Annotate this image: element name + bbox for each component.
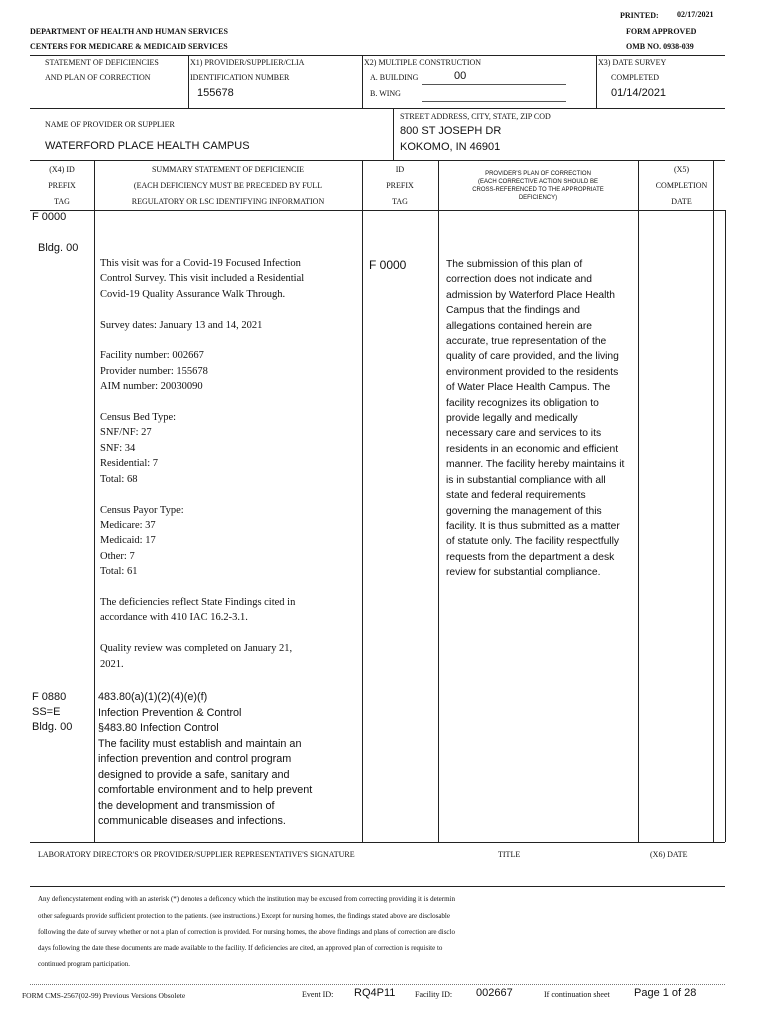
- col-rule-5: [713, 160, 714, 842]
- x3-label-2: COMPLETED: [611, 73, 659, 82]
- rule-signature: [30, 842, 725, 843]
- department-heading: DEPARTMENT OF HEALTH AND HUMAN SERVICES: [30, 27, 228, 36]
- id-header-2: PREFIX: [386, 181, 414, 190]
- provider-label: NAME OF PROVIDER OR SUPPLIER: [45, 120, 175, 129]
- printed-label: PRINTED:: [620, 11, 659, 20]
- centers-heading: CENTERS FOR MEDICARE & MEDICAID SERVICES: [30, 42, 228, 51]
- rule-v4: [393, 108, 394, 160]
- rule-top: [30, 55, 725, 56]
- plan-header-1: PROVIDER'S PLAN OF CORRECTION: [485, 171, 591, 177]
- address-line-2: KOKOMO, IN 46901: [400, 141, 501, 153]
- summary-header-2: (EACH DEFICIENCY MUST BE PRECEDED BY FULL: [133, 181, 323, 190]
- rule-info: [30, 108, 725, 109]
- col-rule-right: [725, 210, 726, 842]
- x4-header-3: TAG: [54, 197, 70, 206]
- rule-footer-dotted: [30, 984, 725, 985]
- continuation-label: If continuation sheet: [544, 990, 610, 999]
- col-rule-3: [438, 160, 439, 842]
- plan-header-4: DEFICIENCY): [518, 195, 558, 201]
- bldg-f0000: Bldg. 00: [38, 242, 79, 254]
- x5-header-3: DATE: [671, 197, 692, 206]
- address-line-1: 800 ST JOSEPH DR: [400, 125, 502, 137]
- disclaimer-line-4: days following the date these documents are made available to the facility. If deficiencies are cited, an approved plan of correction is requisite to: [38, 944, 443, 952]
- x3-value: 01/14/2021: [611, 87, 667, 99]
- rule-v2: [362, 55, 363, 108]
- plan-of-correction-f0000: The submission of this plan of correction does not indicate and admission by Waterford Place Health Campus that the findings and allegations contained herein are accurate, true representation of the quality of care provided, and the living environment provided to the residents of Water Place Health Campus. The facility recognizes its obligation to provide legally and medically necessary care and services to its residents in an economic and efficient manner. The facility hereby maintains it is in substantial compliance with all state and federal requirements governing the management of this facility. It is thus submitted as a matter of statute only. The facility respectfully requests from the department a desk review for substantial compliance.: [446, 259, 625, 579]
- facility-id-label: Facility ID:: [415, 990, 453, 999]
- x1-label-1: X1) PROVIDER/SUPPLIER/CLIA: [190, 58, 305, 67]
- rule-v3: [596, 55, 597, 108]
- event-id-value: RQ4P11: [354, 987, 396, 999]
- rule-columns: [30, 210, 725, 211]
- summary-f0880: 483.80(a)(1)(2)(4)(e)(f) Infection Prevention & Control §483.80 Infection Control The facility must establish and maintain an infection prevention and control program designed to provide a safe, sanitary and comfortable environment and to help prevent the development and transmission of communicable diseases and infections.: [98, 691, 313, 827]
- summary-header-1: SUMMARY STATEMENT OF DEFICIENCIE: [151, 165, 305, 174]
- rule-provider: [30, 160, 725, 161]
- printed-date: 02/17/2021: [677, 10, 714, 19]
- building-value: 00: [454, 70, 467, 82]
- event-id-label: Event ID:: [302, 990, 334, 999]
- building-underline: [422, 84, 566, 85]
- id-tag-f0000: F 0000: [369, 258, 407, 272]
- title-label: TITLE: [498, 850, 521, 859]
- tag-f0000: F 0000: [32, 211, 67, 223]
- statement-label-1: STATEMENT OF DEFICIENCIES: [45, 58, 159, 67]
- x4-header-2: PREFIX: [48, 181, 76, 190]
- summary-header-3: REGULATORY OR LSC IDENTIFYING INFORMATION: [131, 197, 325, 206]
- x1-value: 155678: [197, 87, 234, 99]
- page-number: Page 1 of 28: [634, 987, 697, 999]
- x3-label-1: X3) DATE SURVEY: [598, 58, 667, 67]
- col-rule-1: [94, 160, 95, 842]
- form-number: FORM CMS-2567(02-99) Previous Versions Obsolete: [22, 991, 186, 1000]
- x1-label-2: IDENTIFICATION NUMBER: [190, 73, 290, 82]
- x4-header-1: (X4) ID: [49, 165, 75, 174]
- disclaimer-line-3: following the date of survey whether or not a plan of correction is provided. For nursing homes, the above findings and plans of correction are disclo: [38, 928, 455, 936]
- x2-label: X2) MULTIPLE CONSTRUCTION: [364, 58, 482, 67]
- wing-label: B. WING: [370, 89, 401, 98]
- form-approved: FORM APPROVED: [626, 27, 697, 36]
- rule-v1: [188, 55, 189, 108]
- disclaimer-line-2: other safeguards provide sufficient protection to the patients. (see instructions.) Except for nursing homes, the findings stated above are disclosable: [38, 912, 450, 920]
- tag-f0880: F 0880 SS=E Bldg. 00: [32, 691, 73, 733]
- x5-header-2: COMPLETION: [655, 181, 708, 190]
- id-header-3: TAG: [392, 197, 408, 206]
- statement-label-2: AND PLAN OF CORRECTION: [45, 73, 151, 82]
- wing-underline: [422, 101, 566, 102]
- omb-number: OMB NO. 0938-039: [626, 42, 694, 51]
- facility-id-value: 002667: [476, 987, 513, 999]
- provider-name: WATERFORD PLACE HEALTH CAMPUS: [45, 140, 250, 152]
- col-rule-4: [638, 160, 639, 842]
- x6-date-label: (X6) DATE: [650, 850, 688, 859]
- disclaimer-line-1: Any defiencystatement ending with an asterisk (*) denotes a deficency which the institution may be excused from correcting providing it is determin: [38, 895, 455, 903]
- col-rule-2: [362, 160, 363, 842]
- summary-f0000: This visit was for a Covid-19 Focused Infection Control Survey. This visit included a Residential Covid-19 Quality Assurance Walk Through. Survey dates: January 13 and 14, 2021 Facility number: 002667 Provider number: 155678 AIM number: 20030090 Census Bed Type: SNF/NF: 27 SNF: 34 Residential: 7 Total: 68 Census Payor Type: Medicare: 37 Medicaid: 17 Other: 7 Total: 61 The deficiencies reflect State Findings cited in accordance with 410 IAC 16.2-3.1. Quality review was completed on January 21, 2021.: [100, 258, 305, 670]
- plan-header-3: CROSS-REFERENCED TO THE APPROPRIATE: [472, 187, 604, 193]
- id-header-1: ID: [395, 165, 405, 174]
- plan-header-2: (EACH CORRECTIVE ACTION SHOULD BE: [477, 179, 599, 185]
- signature-label: LABORATORY DIRECTOR'S OR PROVIDER/SUPPLIER REPRESENTATIVE'S SIGNATURE: [38, 850, 355, 859]
- address-label: STREET ADDRESS, CITY, STATE, ZIP COD: [400, 112, 551, 121]
- rule-disclaimer: [30, 886, 725, 887]
- disclaimer-line-5: continued program participation.: [38, 960, 130, 968]
- building-label: A. BUILDING: [370, 73, 419, 82]
- x5-header-1: (X5): [673, 165, 690, 174]
